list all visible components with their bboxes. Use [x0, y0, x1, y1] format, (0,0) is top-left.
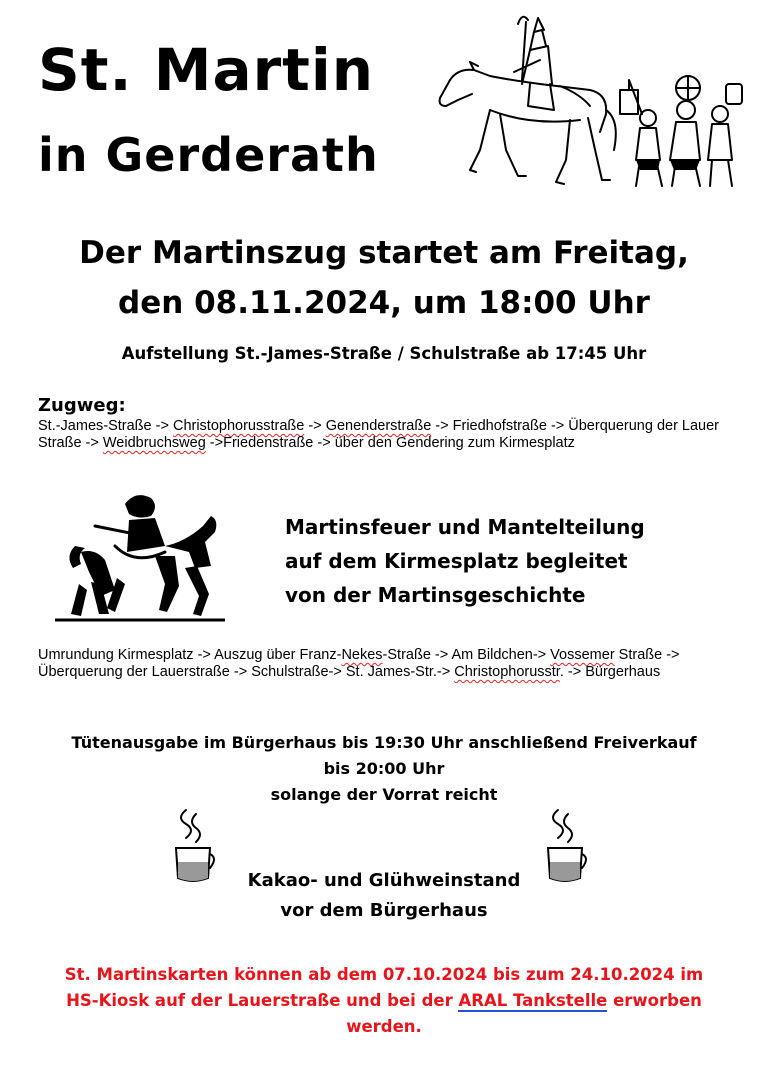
- route-text-2: Umrundung Kirmesplatz -> Auszug über Franz-Nekes-Straße -> Am Bildchen-> Vossemer Straße -> Überquerung der Lauerstraße -> Schulstraße-> St. James-Str.-> Christophorusstr. -> Bürgerhaus: [38, 647, 680, 680]
- fire-line-1: Martinsfeuer und Mantelteilung: [285, 515, 645, 539]
- start-line-1: Der Martinszug startet am Freitag,: [79, 235, 689, 271]
- start-announcement: [0, 228, 768, 328]
- drinks-line-1: Kakao- und Glühweinstand: [247, 870, 521, 891]
- fire-announcement: [285, 510, 645, 612]
- route-heading: Zugweg:: [38, 395, 126, 416]
- bag-distribution-info: [0, 730, 768, 808]
- bag-line-3: solange der Vorrat reicht: [270, 785, 498, 804]
- fire-line-3: von der Martinsgeschichte: [285, 583, 586, 607]
- rider-on-horse-icon: [430, 10, 750, 200]
- page-title: St. Martin: [38, 36, 375, 104]
- bag-line-2: bis 20:00 Uhr: [323, 759, 445, 778]
- page-subtitle: in Gerderath: [38, 128, 379, 182]
- route-text-1: St.-James-Straße -> Christophorusstraße -> Genenderstraße -> Friedhofstraße -> Überquerung der Lauer Straße -> Weidbruchsweg ->Friedenstraße -> über den Gendering zum Kirmesplatz: [38, 418, 720, 451]
- ticket-notice: [30, 962, 738, 1040]
- aral-link[interactable]: ARAL Tankstelle: [458, 991, 608, 1010]
- drinks-line-2: vor dem Bürgerhaus: [280, 900, 488, 921]
- ticket-line-3: werden.: [346, 1017, 422, 1036]
- ticket-line-2: HS-Kiosk auf der Lauerstraße und bei der ARAL Tankstelle erworben: [66, 991, 702, 1010]
- bag-line-1: Tütenausgabe im Bürgerhaus bis 19:30 Uhr anschließend Freiverkauf: [71, 733, 697, 752]
- ticket-line-1: St. Martinskarten können ab dem 07.10.2024 bis zum 24.10.2024 im: [64, 965, 704, 984]
- fire-line-2: auf dem Kirmesplatz begleitet: [285, 549, 628, 573]
- start-line-2: den 08.11.2024, um 18:00 Uhr: [118, 285, 650, 321]
- assembly-info: Aufstellung St.-James-Straße / Schulstraße ab 17:45 Uhr: [121, 344, 647, 363]
- drinks-stand-info: [0, 866, 768, 926]
- cloak-sharing-icon: [55, 486, 225, 626]
